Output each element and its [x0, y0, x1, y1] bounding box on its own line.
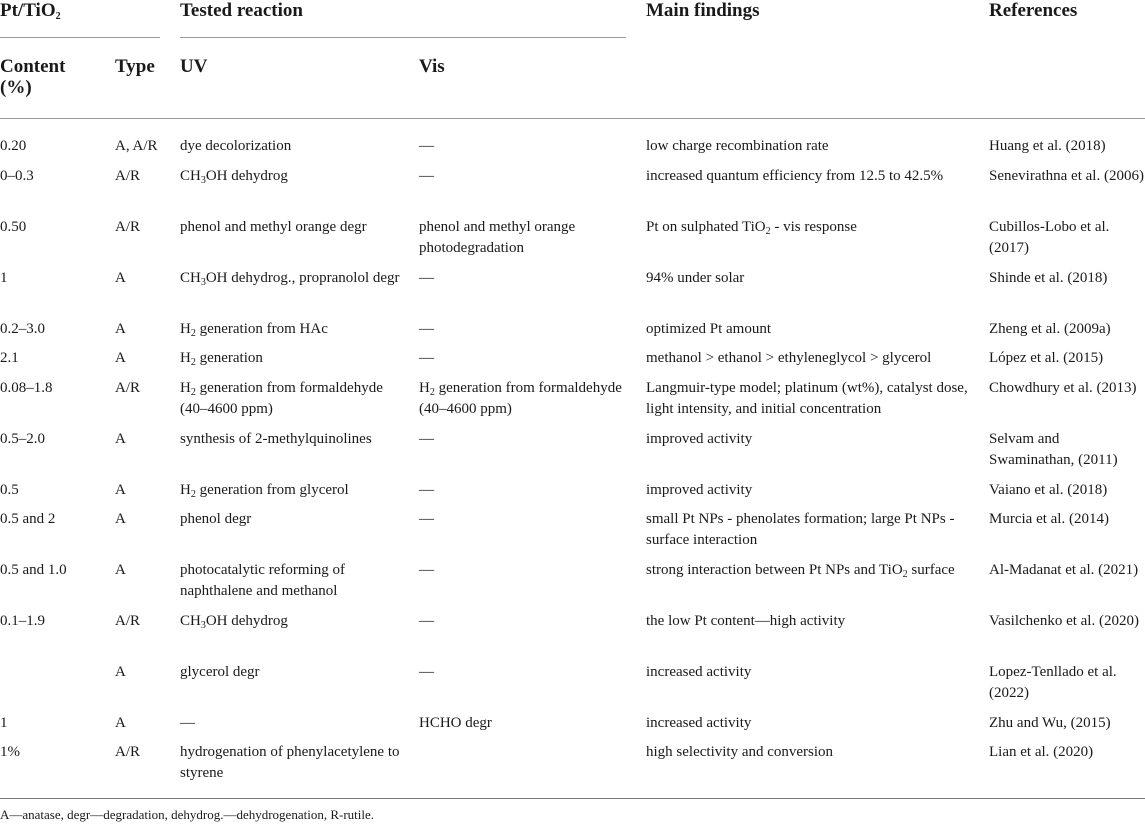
cell-uv: hydrogenation of phenylacetylene to styrene: [180, 744, 400, 781]
cell-findings: small Pt NPs - phenolates formation; large Pt NPs - surface interaction: [646, 511, 955, 548]
cell-type: A: [115, 431, 126, 447]
cell-uv: $H_2$ generation from glycerol: [180, 482, 349, 500]
cell-type: A: [115, 270, 126, 286]
cell-reference: Vaiano et al. (2018): [989, 482, 1108, 498]
subscript: 2: [429, 387, 435, 398]
cell-findings: improved activity: [646, 482, 753, 498]
cell-type: A/R: [115, 168, 141, 184]
cell-findings: optimized Pt amount: [646, 321, 771, 337]
subscript: 3: [200, 175, 206, 186]
cell-uv: —: [180, 715, 195, 731]
cell-content: 0.20: [0, 138, 27, 154]
cell-findings: increased activity: [646, 715, 752, 731]
header-vis: Vis: [419, 56, 445, 77]
cell-uv: $CH_3OH$ dehydrog: [180, 613, 288, 631]
cell-vis: —: [419, 664, 434, 680]
cell-type: A/R: [115, 380, 141, 396]
cell-vis: phenol and methyl orange photodegradation: [419, 219, 576, 256]
cell-content: 0.50: [0, 219, 27, 235]
subscript: 3: [200, 620, 206, 631]
subscript: 2: [902, 569, 908, 580]
cell-type: A: [115, 321, 126, 337]
cell-findings: strong interaction between Pt NPs and TiO$_2$ surface: [646, 562, 955, 580]
cell-vis: —: [419, 350, 434, 366]
cell-content: 0.2–3.0: [0, 321, 45, 337]
cell-type: A, A/R: [115, 138, 158, 154]
cell-content: 0.5 and 2: [0, 511, 56, 527]
cell-findings: Langmuir-type model; platinum (wt%), catalyst dose, light intensity, and initial concentration: [646, 380, 968, 417]
cell-vis: —: [419, 482, 434, 498]
header-uv: UV: [180, 56, 208, 77]
cell-reference: Lian et al. (2020): [989, 744, 1094, 760]
header-type: Type: [115, 56, 155, 77]
cell-content: 0.1–1.9: [0, 613, 45, 629]
cell-vis: —: [419, 168, 434, 184]
cell-uv: $CH_3OH$ dehydrog: [180, 168, 288, 186]
cell-content: 1: [0, 270, 8, 286]
cell-content: 0.08–1.8: [0, 380, 53, 396]
cell-reference: Senevirathna et al. (2006): [989, 168, 1144, 184]
cell-reference: Chowdhury et al. (2013): [989, 380, 1137, 396]
cell-findings: improved activity: [646, 431, 753, 447]
cell-reference: Cubillos-Lobo et al. (2017): [989, 219, 1110, 256]
header-main-findings: Main findings: [646, 0, 760, 21]
cell-reference: Zheng et al. (2009a): [989, 321, 1111, 337]
cell-type: A/R: [115, 744, 141, 760]
group-rule-tested: [180, 37, 626, 38]
header-pt-tio2-sub: 2: [55, 11, 61, 22]
cell-findings: increased activity: [646, 664, 752, 680]
header-tested-reaction: Tested reaction: [180, 0, 303, 21]
cell-findings: 94% under solar: [646, 270, 745, 286]
cell-type: A: [115, 562, 126, 578]
subscript: 2: [190, 328, 196, 339]
cell-type: A/R: [115, 613, 141, 629]
cell-reference: López et al. (2015): [989, 350, 1104, 366]
cell-findings: Pt on sulphated TiO$_2$ - vis response: [646, 219, 857, 237]
cell-findings: low charge recombination rate: [646, 138, 829, 154]
subscript: 2: [190, 387, 196, 398]
cell-vis: —: [419, 613, 434, 629]
cell-vis: —: [419, 431, 434, 447]
table-footnote: A—anatase, degr—degradation, dehydrog.—dehydrogenation, R-rutile.: [0, 807, 374, 822]
cell-vis: —: [419, 562, 434, 578]
table-bottom-rule: [0, 798, 1145, 799]
cell-vis: $H_2$ generation from formaldehyde (40–4600 ppm): [419, 380, 622, 417]
cell-uv: phenol degr: [180, 511, 252, 527]
subscript: 3: [200, 277, 206, 288]
cell-content: 2.1: [0, 350, 19, 366]
header-pt-tio2-base: Pt/TiO: [0, 0, 56, 21]
cell-content: 0.5: [0, 482, 19, 498]
cell-vis: —: [419, 138, 434, 154]
cell-content: 1: [0, 715, 8, 731]
header-bottom-rule: [0, 118, 1145, 119]
cell-vis: —: [419, 511, 434, 527]
cell-uv: $H_2$ generation from HAc: [180, 321, 328, 339]
cell-findings: high selectivity and conversion: [646, 744, 834, 760]
cell-uv: glycerol degr: [180, 664, 260, 680]
cell-uv: phenol and methyl orange degr: [180, 219, 367, 235]
cell-uv: $H_2$ generation: [180, 350, 263, 368]
cell-reference: Al-Madanat et al. (2021): [989, 562, 1139, 578]
cell-type: A: [115, 664, 126, 680]
header-pt-tio2: [0, 0, 61, 21]
cell-uv: dye decolorization: [180, 138, 292, 154]
cell-content: 1%: [0, 744, 20, 760]
cell-content: 0.5 and 1.0: [0, 562, 67, 578]
header-references: References: [989, 0, 1078, 21]
cell-findings: methanol > ethanol > ethyleneglycol > glycerol: [646, 350, 932, 366]
cell-findings: the low Pt content—high activity: [646, 613, 846, 629]
cell-type: A: [115, 715, 126, 731]
cell-reference: Lopez-Tenllado et al. (2022): [989, 664, 1117, 701]
cell-content: 0–0.3: [0, 168, 34, 184]
cell-reference: Huang et al. (2018): [989, 138, 1106, 154]
cell-type: A: [115, 511, 126, 527]
cell-vis: —: [419, 321, 434, 337]
cell-type: A/R: [115, 219, 141, 235]
subscript: 2: [765, 226, 771, 237]
cell-vis: —: [419, 270, 434, 286]
cell-uv: $H_2$ generation from formaldehyde (40–4600 ppm): [180, 380, 383, 417]
subscript: 2: [190, 489, 196, 500]
cell-reference: Murcia et al. (2014): [989, 511, 1109, 527]
cell-reference: Shinde et al. (2018): [989, 270, 1108, 286]
cell-findings: increased quantum efficiency from 12.5 to 42.5%: [646, 168, 944, 184]
cell-type: A: [115, 482, 126, 498]
cell-content: 0.5–2.0: [0, 431, 45, 447]
cell-reference: Vasilchenko et al. (2020): [989, 613, 1139, 629]
subscript: 2: [190, 357, 196, 368]
cell-reference: Selvam and Swaminathan, (2011): [989, 431, 1118, 468]
cell-type: A: [115, 350, 126, 366]
group-rule-pt: [0, 37, 160, 38]
cell-uv: $CH_3OH$ dehydrog., propranolol degr: [180, 270, 400, 288]
cell-reference: Zhu and Wu, (2015): [989, 715, 1111, 731]
cell-uv: photocatalytic reforming of naphthalene and methanol: [180, 562, 345, 599]
cell-vis: HCHO degr: [419, 715, 492, 731]
header-content: Content (%): [0, 56, 66, 98]
cell-uv: synthesis of 2-methylquinolines: [180, 431, 372, 447]
